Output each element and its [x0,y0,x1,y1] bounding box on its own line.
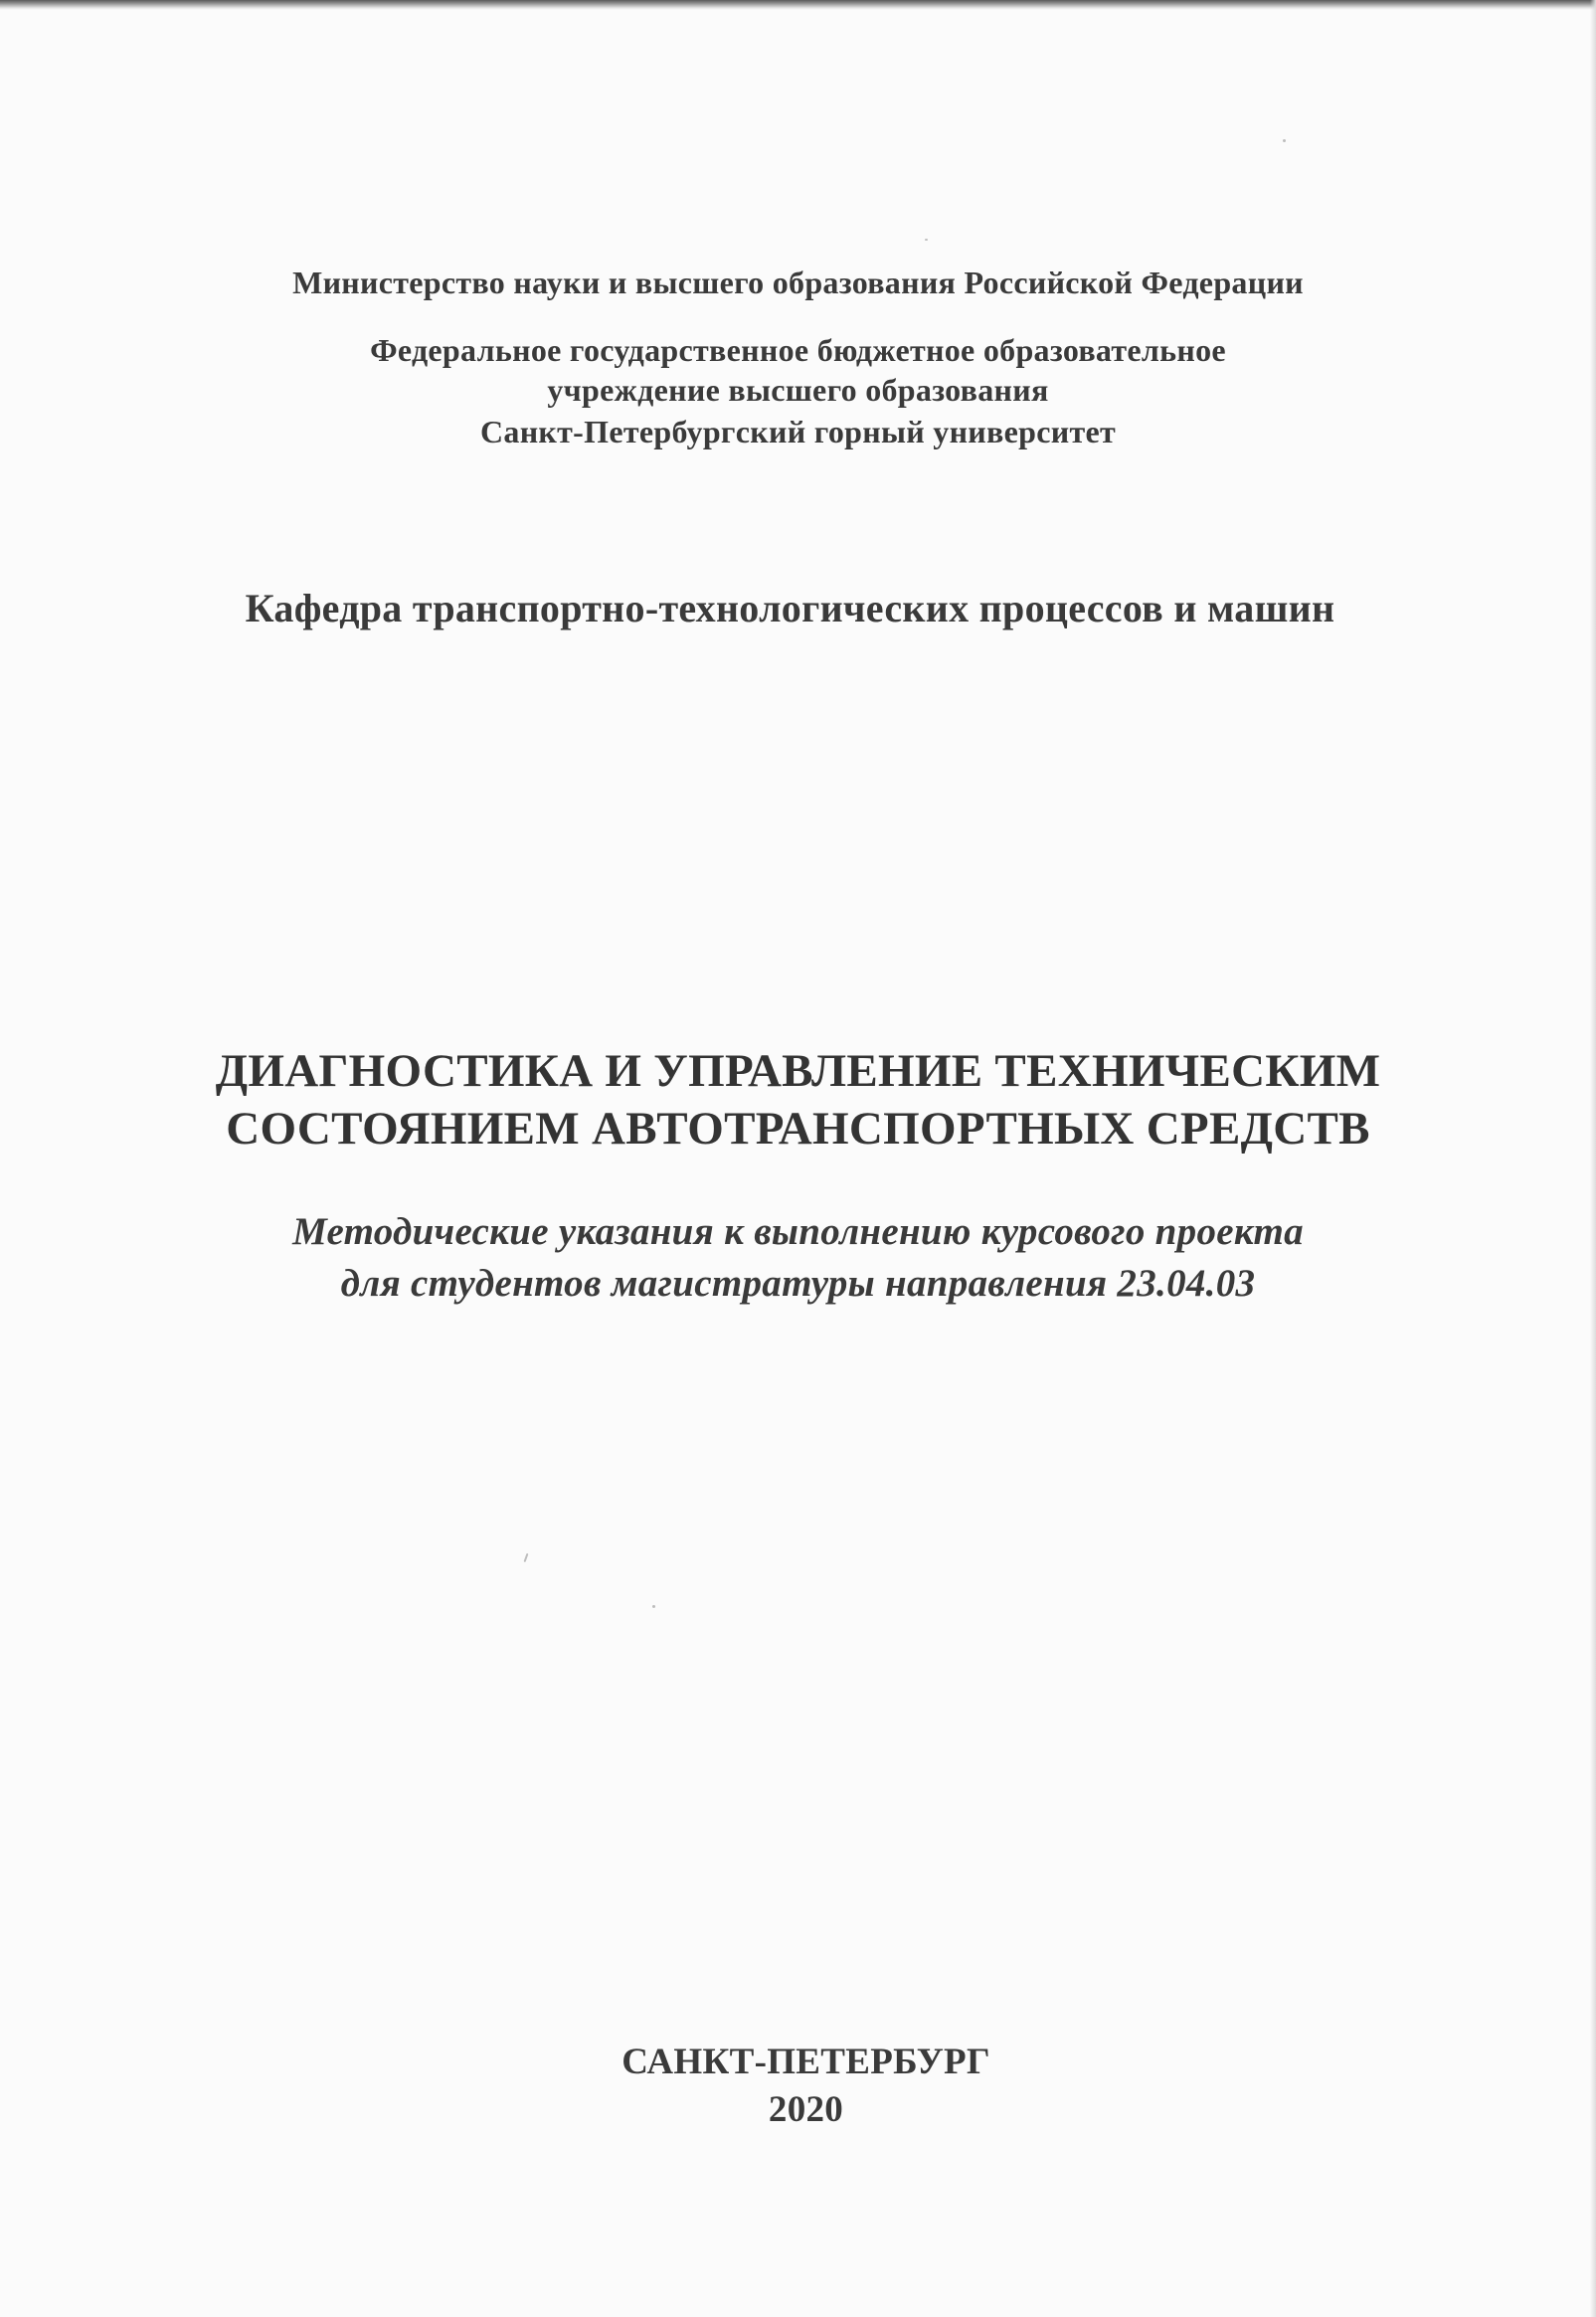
publication-city: САНКТ-ПЕТЕРБУРГ [621,2042,990,2082]
document-title-line-2: СОСТОЯНИЕМ АВТОТРАНСПОРТНЫХ СРЕДСТВ [226,1103,1370,1155]
scan-speck [925,239,928,241]
scan-top-edge [0,0,1596,10]
institution-line-2: учреждение высшего образования [547,372,1049,408]
document-subtitle-line-2: для студентов магистратуры направления 23.04.03 [340,1262,1256,1305]
department-name: Кафедра транспортно-технологических процессов и машин [245,586,1335,630]
institution-line-1: Федеральное государственное бюджетное образовательное [370,332,1226,368]
publication-year: 2020 [768,2089,844,2130]
scan-speck [1283,139,1286,142]
document-subtitle-line-1: Методические указания к выполнению курсового проекта [292,1210,1304,1253]
scan-speck [524,1553,529,1562]
scan-speck [652,1605,655,1608]
document-title-line-1: ДИАГНОСТИКА И УПРАВЛЕНИЕ ТЕХНИЧЕСКИМ [215,1045,1381,1097]
institution-line-3: Санкт-Петербургский горный университет [479,414,1117,449]
ministry-name: Министерство науки и высшего образования Российской Федерации [292,265,1304,300]
